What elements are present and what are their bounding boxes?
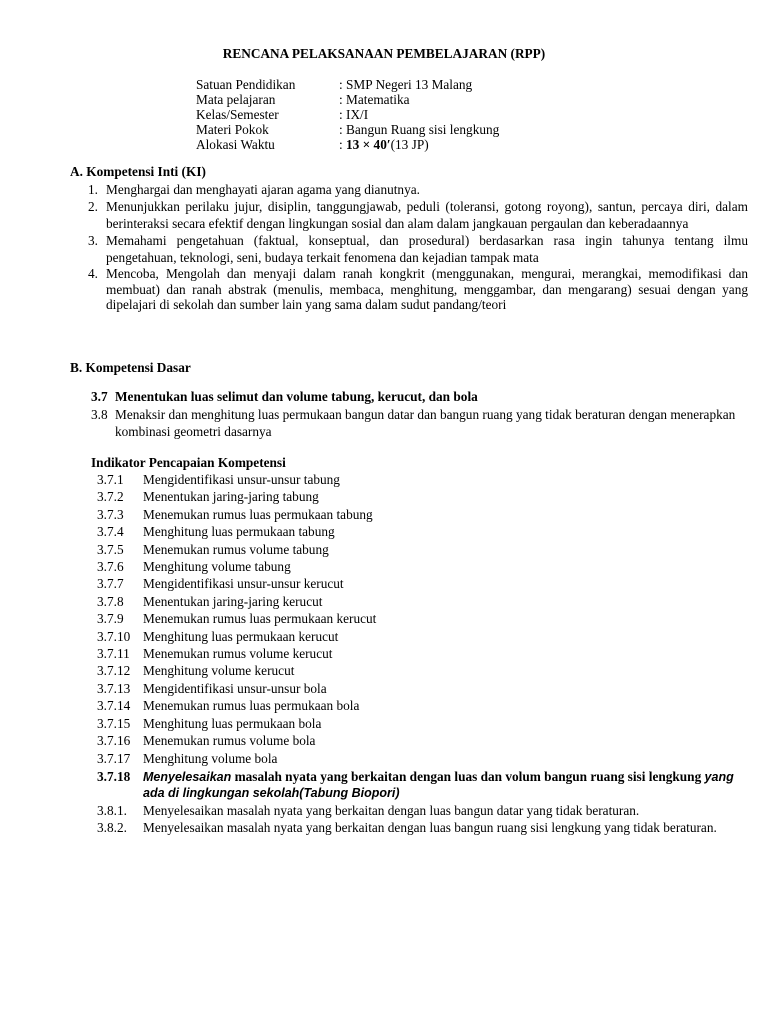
ipk-text: Menentukan jaring-jaring tabung [143, 489, 319, 505]
info-value: : Matematika [339, 92, 410, 107]
ipk-item [97, 541, 757, 558]
ipk-num: 3.7.3 [97, 506, 124, 522]
ipk-item [97, 802, 757, 820]
ipk-item [97, 819, 757, 837]
info-value-prefix: : [339, 137, 347, 152]
info-value: : Bangun Ruang sisi lengkung [339, 122, 500, 137]
kd-num: 3.7 [91, 389, 108, 404]
info-label: Mata pelajaran [196, 92, 276, 107]
math-expression: 13 × 40′ [346, 137, 391, 152]
info-value-suffix: (13 JP) [390, 137, 429, 152]
ipk-text: Mengidentifikasi unsur-unsur tabung [143, 472, 340, 487]
ipk-num: 3.7.8 [97, 593, 124, 609]
kd-item [91, 406, 746, 441]
ipk-item [97, 750, 757, 767]
info-label: Materi Pokok [196, 122, 269, 137]
ki-text: Memahami pengetahuan (faktual, konseptual, dan prosedural) berdasarkan rasa ingin tahunya tentang ilmu pengetahuan, teknologi, seni, budaya terkait fenomena dan kejadian tampak mata [106, 233, 748, 265]
ipk-text: Menghitung luas permukaan tabung [143, 524, 335, 540]
ipk-text-normal: masalah nyata yang berkaitan dengan luas dan volum bangun ruang sisi lengkung [231, 768, 705, 784]
ipk-item [97, 645, 757, 662]
ipk-text: Menemukan rumus luas permukaan tabung [143, 506, 373, 522]
ki-item [88, 232, 748, 266]
ki-text: Menghargai dan menghayati ajaran agama yang dianutnya. [106, 182, 420, 197]
info-row [196, 92, 499, 107]
kd-num: 3.8 [91, 406, 108, 422]
ipk-text: Menemukan rumus luas permukaan bola [143, 698, 360, 714]
kd-item [91, 388, 746, 406]
ki-num: 3. [88, 233, 98, 248]
ipk-num: 3.7.1 [97, 472, 124, 487]
ipk-num: 3.7.17 [97, 750, 131, 766]
ipk-num: 3.7.15 [97, 715, 131, 731]
info-row [196, 107, 499, 122]
ipk-item [97, 558, 757, 575]
ipk-item [97, 628, 757, 645]
ipk-num: 3.7.10 [97, 628, 131, 644]
ki-num: 1. [88, 182, 98, 197]
info-row [196, 137, 499, 152]
document-title: RENCANA PELAKSANAAN PEMBELAJARAN (RPP) [222, 46, 546, 61]
ipk-text: Mengidentifikasi unsur-unsur kerucut [143, 576, 344, 592]
ipk-text: Menemukan rumus luas permukaan kerucut [143, 611, 377, 627]
ki-item [88, 198, 748, 232]
section-heading-kd: B. Kompetensi Dasar [70, 360, 191, 375]
ipk-num: 3.7.16 [97, 733, 131, 749]
ipk-num: 3.7.2 [97, 489, 124, 505]
info-value: : IX/I [339, 107, 369, 122]
info-value: : SMP Negeri 13 Malang [339, 77, 473, 92]
ki-item [88, 266, 748, 313]
ipk-num: 3.7.4 [97, 524, 124, 540]
ipk-text-italic: Menyelesaikan [143, 769, 232, 784]
info-label: Kelas/Semester [196, 107, 279, 122]
info-row [196, 122, 499, 137]
ipk-text: Mengidentifikasi unsur-unsur bola [143, 680, 327, 696]
kd-text: Menaksir dan menghitung luas permukaan bangun datar dan bangun ruang yang tidak beraturan dengan menerapkan kombinasi geometri dasarnya [115, 406, 736, 439]
ki-num: 2. [88, 199, 98, 214]
ipk-text: Menemukan rumus volume kerucut [143, 646, 333, 662]
ki-item [88, 181, 748, 198]
ipk-num: 3.7.11 [97, 646, 130, 662]
ipk-item [97, 523, 757, 540]
info-row [196, 77, 499, 92]
ipk-item [97, 662, 757, 679]
ipk-num: 3.7.12 [97, 663, 131, 679]
ipk-item [97, 575, 757, 592]
ipk-text [143, 769, 757, 801]
ipk-item [97, 488, 757, 505]
kd-list [91, 388, 746, 441]
ipk-text: Menghitung volume kerucut [143, 663, 295, 679]
ki-text: Mencoba, Mengolah dan menyaji dalam ranah kongkrit (menggunakan, mengurai, merangkai, memodifikasi dan membuat) dan ranah abstrak (menulis, membaca, menghitung, menggambar, dan mengarang) sesuai dengan yang dipelajari di sekolah dan sumber lain yang sama dalam sudut pandang/teori [106, 266, 748, 312]
ipk-num: 3.8.1. [97, 802, 127, 818]
ipk-text: Menemukan rumus volume tabung [143, 541, 329, 557]
ipk-text: Menyelesaikan masalah nyata yang berkaitan dengan luas bangun ruang sisi lengkung yang tidak beraturan. [143, 820, 717, 836]
ipk-num: 3.7.13 [97, 680, 131, 696]
ipk-item [97, 680, 757, 697]
ipk-item [97, 697, 757, 714]
section-heading-ki: A. Kompetensi Inti (KI) [70, 164, 206, 179]
ipk-item [97, 471, 757, 488]
ipk-text: Menghitung volume bola [143, 750, 278, 766]
ipk-text-italic: yang ada di lingkungan sekolah(Tabung Biopori) [143, 769, 734, 800]
info-value [339, 137, 429, 152]
ipk-text: Menentukan jaring-jaring kerucut [143, 593, 323, 609]
ipk-num: 3.8.2. [97, 820, 127, 836]
ipk-text: Menghitung luas permukaan kerucut [143, 628, 339, 644]
info-block [196, 77, 499, 152]
ipk-item [97, 610, 757, 627]
ipk-item [97, 715, 757, 732]
ipk-num: 3.7.9 [97, 611, 124, 627]
ki-num: 4. [88, 266, 98, 281]
ipk-num: 3.7.18 [97, 768, 131, 784]
ipk-num: 3.7.14 [97, 698, 131, 714]
kd-text: Menentukan luas selimut dan volume tabung, kerucut, dan bola [115, 389, 478, 404]
ipk-list [97, 471, 757, 837]
ki-list [88, 181, 748, 313]
ipk-text: Menghitung volume tabung [143, 559, 291, 575]
ipk-item [97, 506, 757, 523]
ipk-num: 3.7.5 [97, 541, 124, 557]
ipk-text: Menyelesaikan masalah nyata yang berkaitan dengan luas bangun datar yang tidak beraturan. [143, 802, 640, 818]
ipk-text: Menghitung luas permukaan bola [143, 715, 322, 731]
ipk-text: Menemukan rumus volume bola [143, 733, 316, 749]
info-label: Alokasi Waktu [196, 137, 275, 152]
ipk-num: 3.7.7 [97, 576, 124, 592]
ipk-item [97, 732, 757, 749]
ipk-item-3718 [97, 769, 757, 801]
ipk-item [97, 593, 757, 610]
ipk-num: 3.7.6 [97, 559, 124, 575]
info-label: Satuan Pendidikan [196, 77, 296, 92]
ki-text: Menunjukkan perilaku jujur, disiplin, tanggungjawab, peduli (toleransi, gotong royong), santun, percaya diri, dalam berinteraksi secara efektif dengan lingkungan sosial dan alam dalam jangkauan pergaulan dan keberadaannya [106, 199, 748, 231]
ipk-heading: Indikator Pencapaian Kompetensi [91, 455, 286, 470]
